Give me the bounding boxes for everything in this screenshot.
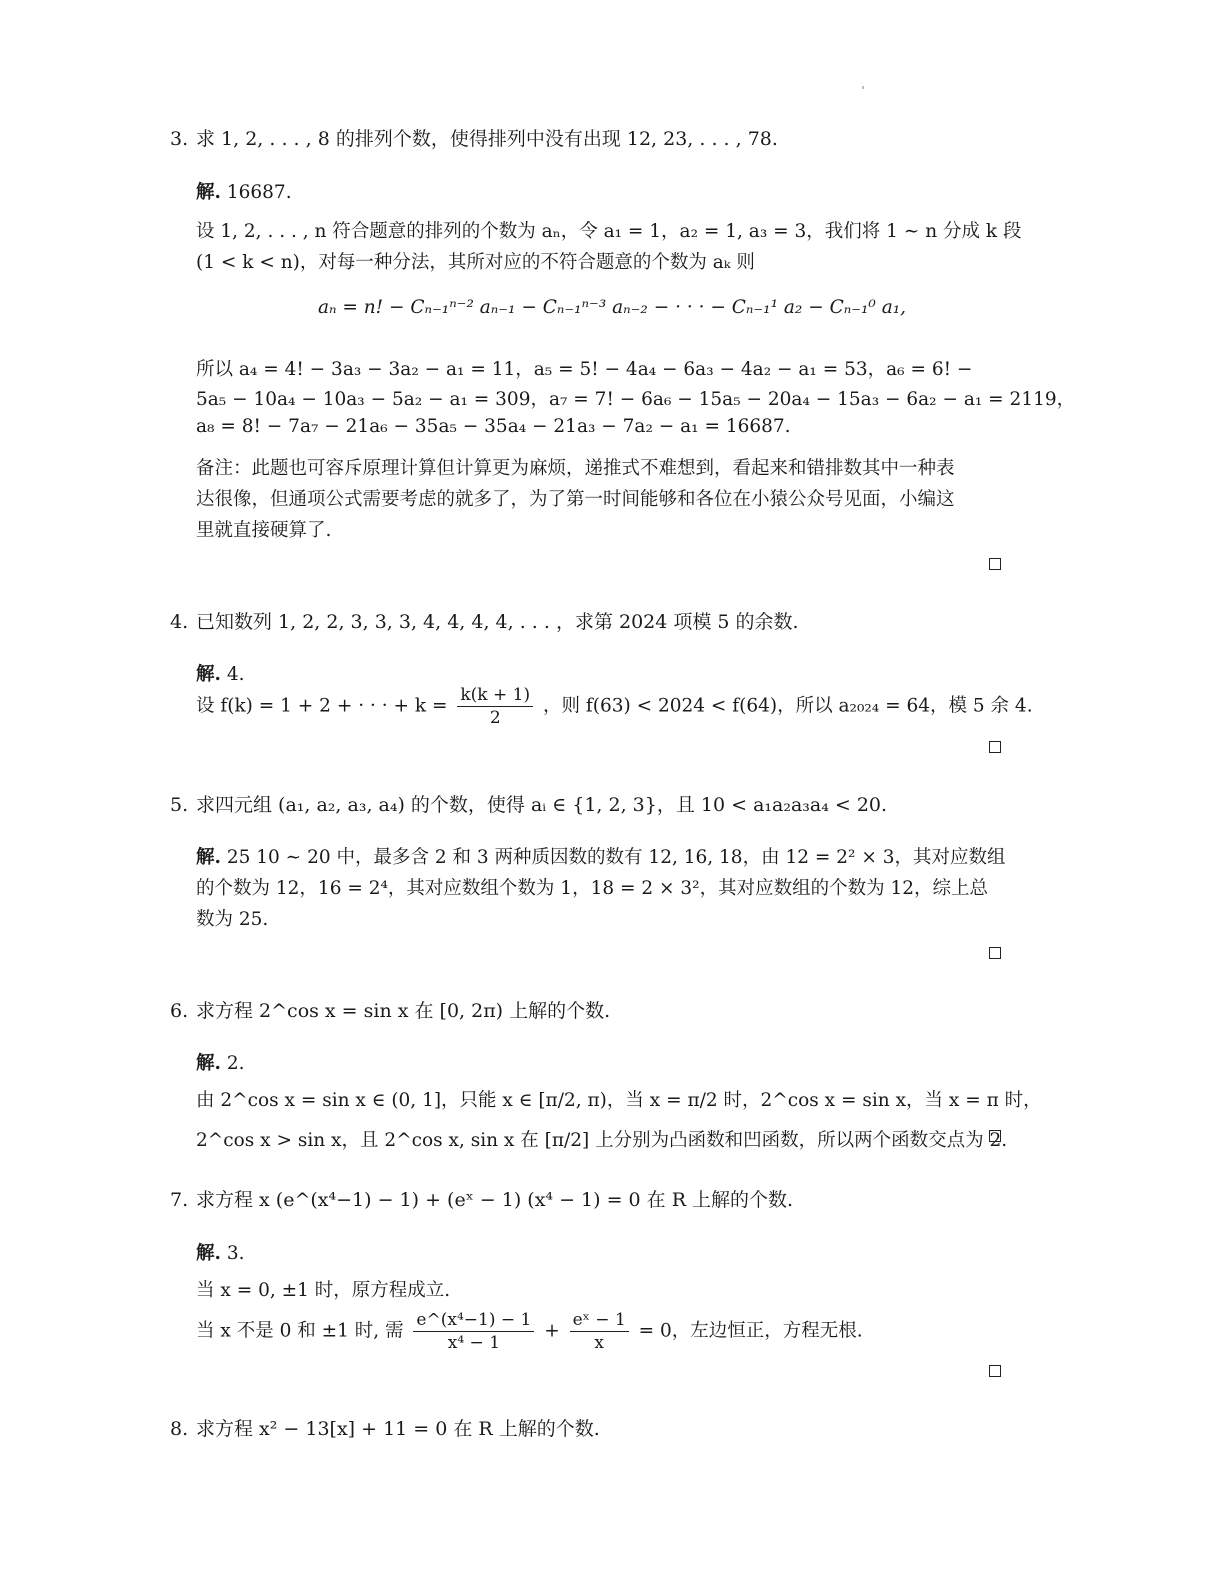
- question-text: 求方程 x² − 13[x] + 11 = 0 在 R 上解的个数.: [196, 1418, 600, 1440]
- qed-box-icon: [989, 558, 1001, 570]
- problem-4-question: [170, 607, 799, 634]
- question-text: 求方程 x (e^(x⁴−1) − 1) + (eˣ − 1) (x⁴ − 1) = 0 在 R 上解的个数.: [196, 1189, 794, 1211]
- problem-6-question: [170, 996, 610, 1023]
- problem-number: 4.: [170, 611, 189, 633]
- answer-value: 4.: [226, 664, 245, 685]
- qed-box-icon: [989, 947, 1001, 959]
- problem-5-question: [170, 790, 887, 817]
- fraction: [570, 1309, 629, 1354]
- note-line: 里就直接硬算了.: [196, 520, 332, 541]
- solution-text: = 0，左边恒正，方程无根.: [638, 1320, 863, 1342]
- scan-speck: [862, 86, 864, 89]
- qed-box-icon: [989, 1130, 1001, 1142]
- fraction: π/2: [687, 1090, 718, 1111]
- solution-line: 当 x = 0, ±1 时，原方程成立.: [196, 1280, 451, 1301]
- solution-line: a₈ = 8! − 7a₇ − 21a₆ − 35a₅ − 35a₄ − 21a₃ − 7a₂ − a₁ = 16687.: [196, 416, 791, 437]
- answer-value: 3.: [226, 1243, 245, 1264]
- question-text: 求 1, 2, . . . , 8 的排列个数，使得排列中没有出现 12, 23, . . . , 78.: [196, 128, 778, 150]
- problem-6-answer: [196, 1049, 245, 1075]
- problem-3-answer: [196, 178, 292, 204]
- problem-number: 5.: [170, 794, 189, 816]
- solution-text: ，则 f(63) < 2024 < f(64)，所以 a₂₀₂₄ = 64，模 5 余 4.: [543, 695, 1033, 717]
- solution-text: 当 x 不是 0 和 ±1 时, 需: [196, 1320, 404, 1342]
- note-line: 备注：此题也可容斥原理计算但计算更为麻烦，递推式不难想到，看起来和错排数其中一种表: [196, 458, 955, 479]
- plus-sign: +: [544, 1320, 560, 1342]
- solution-line: 所以 a₄ = 4! − 3a₃ − 3a₂ − a₁ = 11，a₅ = 5! − 4a₄ − 6a₃ − 4a₂ − a₁ = 53，a₆ = 6! −: [196, 359, 973, 380]
- fraction-denominator: x: [594, 1333, 604, 1353]
- qed-box-icon: [989, 741, 1001, 753]
- solution-line: 的个数为 12，16 = 2⁴，其对应数组个数为 1，18 = 2 × 3²，其对应数组的个数为 12，综上总: [196, 878, 989, 899]
- answer-label: 解.: [196, 664, 221, 685]
- question-text: 求方程 2^cos x = sin x 在 [0, 2π) 上解的个数.: [196, 1000, 611, 1022]
- solution-text: 25 10 ∼ 20 中，最多含 2 和 3 两种质因数的数有 12, 16, 18，由 12 = 2² × 3，其对应数组: [226, 847, 1006, 868]
- problem-4-answer: [196, 660, 245, 686]
- problem-7-question: [170, 1185, 793, 1212]
- problem-number: 8.: [170, 1418, 189, 1440]
- fraction-numerator: eˣ − 1: [570, 1309, 629, 1332]
- solution-text: ，当 x =: [606, 1090, 682, 1111]
- solution-line: 5a₅ − 10a₄ − 10a₃ − 5a₂ − a₁ = 309，a₇ = 7! − 6a₆ − 15a₅ − 20a₄ − 15a₃ − 6a₂ − a₁ = 2119，: [196, 389, 1076, 410]
- problem-3-question: [170, 124, 778, 151]
- solution-line: [196, 1086, 1042, 1112]
- solution-line: [196, 684, 1033, 729]
- solution-line: (1 < k < n)，对每一种分法，其所对应的不符合题意的个数为 aₖ 则: [196, 252, 755, 273]
- question-text: 求四元组 (a₁, a₂, a₃, a₄) 的个数，使得 aᵢ ∈ {1, 2, 3}，且 10 < a₁a₂a₃a₄ < 20.: [196, 794, 888, 816]
- note-line: 达很像，但通项公式需要考虑的就多了，为了第一时间能够和各位在小猿公众号见面，小编这: [196, 489, 955, 510]
- solution-line: 2^cos x > sin x，且 2^cos x, sin x 在 [π/2] 上分别为凸函数和凹函数，所以两个函数交点为 2.: [196, 1130, 1008, 1151]
- solution-line: [196, 843, 1005, 869]
- problem-number: 3.: [170, 128, 189, 150]
- problem-number: 7.: [170, 1189, 189, 1211]
- problem-7-answer: [196, 1239, 245, 1265]
- recurrence-formula: aₙ = n! − Cₙ₋₁ⁿ⁻² aₙ₋₁ − Cₙ₋₁ⁿ⁻³ aₙ₋₂ − · · · − Cₙ₋₁¹ a₂ − Cₙ₋₁⁰ a₁,: [317, 297, 907, 318]
- solution-text: 时，2^cos x = sin x，当 x = π 时，: [723, 1090, 1042, 1111]
- solution-line: 数为 25.: [196, 909, 269, 930]
- question-text: 已知数列 1, 2, 2, 3, 3, 3, 4, 4, 4, 4, . . . ，求第 2024 项模 5 的余数.: [196, 611, 799, 633]
- answer-label: 解.: [196, 1053, 221, 1074]
- answer-value: 2.: [226, 1053, 245, 1074]
- answer-label: 解.: [196, 1243, 221, 1264]
- fraction: [413, 1309, 534, 1354]
- problem-number: 6.: [170, 1000, 189, 1022]
- qed-box-icon: [989, 1365, 1001, 1377]
- problem-8-question: [170, 1414, 600, 1441]
- solution-line: [196, 1309, 863, 1354]
- solution-text: 由 2^cos x = sin x ∈ (0, 1]，只能 x ∈: [196, 1090, 533, 1111]
- fraction-denominator: x⁴ − 1: [447, 1333, 501, 1353]
- solution-line: 设 1, 2, . . . , n 符合题意的排列的个数为 aₙ，令 a₁ = 1，a₂ = 1, a₃ = 3，我们将 1 ∼ n 分成 k 段: [196, 221, 1022, 242]
- fraction-denominator: 2: [489, 708, 501, 728]
- answer-label: 解.: [196, 182, 221, 203]
- answer-label: 解.: [196, 847, 221, 868]
- interval: [π/2, π): [538, 1090, 607, 1111]
- answer-value: 16687.: [226, 182, 292, 203]
- fraction: [457, 684, 533, 729]
- fraction-numerator: k(k + 1): [457, 684, 533, 707]
- fraction-numerator: e^(x⁴−1) − 1: [413, 1309, 534, 1332]
- solution-text: 设 f(k) = 1 + 2 + · · · + k =: [196, 695, 448, 717]
